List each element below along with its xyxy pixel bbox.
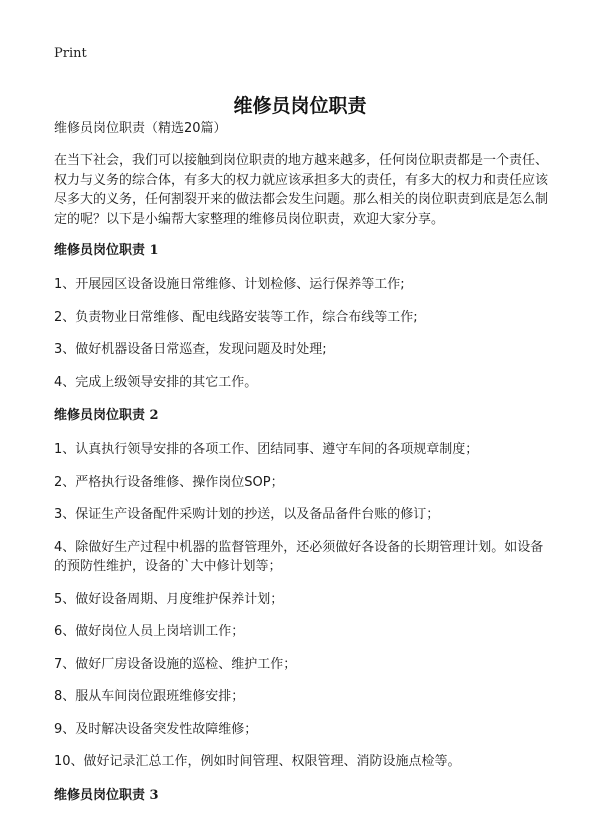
list-item: 1、开展园区设备设施日常维修、计划检修、运行保养等工作; <box>54 277 405 292</box>
section-heading: 维修员岗位职责 1 <box>54 243 159 258</box>
document-subtitle: 维修员岗位职责（精选20篇） <box>54 121 227 136</box>
section-heading: 维修员岗位职责 3 <box>54 787 159 803</box>
document-body <box>54 120 548 820</box>
list-item: 9、及时解决设备突发性故障维修； <box>54 721 258 737</box>
section-heading: 维修员岗位职责 2 <box>54 408 159 423</box>
print-link[interactable]: Print <box>54 46 87 61</box>
list-item: 1、认真执行领导安排的各项工作、团结同事、遵守车间的各项规章制度； <box>54 442 479 457</box>
intro-paragraph: 在当下社会，我们可以接触到岗位职责的地方越来越多，任何岗位职责都是一个责任、权力与义务的综合体，有多大的权力就应该承担多大的责任，有多大的权力和责任应该尽多大的义务，任何割裂开来的做法都会发生问题。那么相关的岗位职责到底是怎么制定的呢？以下是小编帮大家整理的维修员岗位职责，欢迎大家分享。 <box>54 153 549 227</box>
list-item: 2、严格执行设备维修、操作岗位SOP； <box>54 474 284 490</box>
list-item: 2、负责物业日常维修、配电线路安装等工作，综合布线等工作; <box>54 309 418 325</box>
list-item: 6、做好岗位人员上岗培训工作； <box>54 624 245 639</box>
list-item: 3、保证生产设备配件采购计划的抄送，以及备品备件台账的修订； <box>54 507 440 522</box>
list-item: 8、服从车间岗位跟班维修安排； <box>54 689 245 704</box>
list-item: 4、除做好生产过程中机器的监督管理外，还必须做好各设备的长期管理计划。如设备的预防性维护，设备的`大中修计划等； <box>54 539 544 574</box>
list-item: 7、做好厂房设备设施的巡检、维护工作； <box>54 656 297 672</box>
list-item: 5、做好设备周期、月度维护保养计划； <box>54 591 284 607</box>
list-item: 10、做好记录汇总工作，例如时间管理、权限管理、消防设施点检等。 <box>54 754 461 769</box>
list-item: 4、完成上级领导安排的其它工作。 <box>54 374 258 390</box>
list-item: 3、做好机器设备日常巡查，发现问题及时处理; <box>54 342 327 357</box>
page-title: 维修员岗位职责 <box>233 94 367 117</box>
